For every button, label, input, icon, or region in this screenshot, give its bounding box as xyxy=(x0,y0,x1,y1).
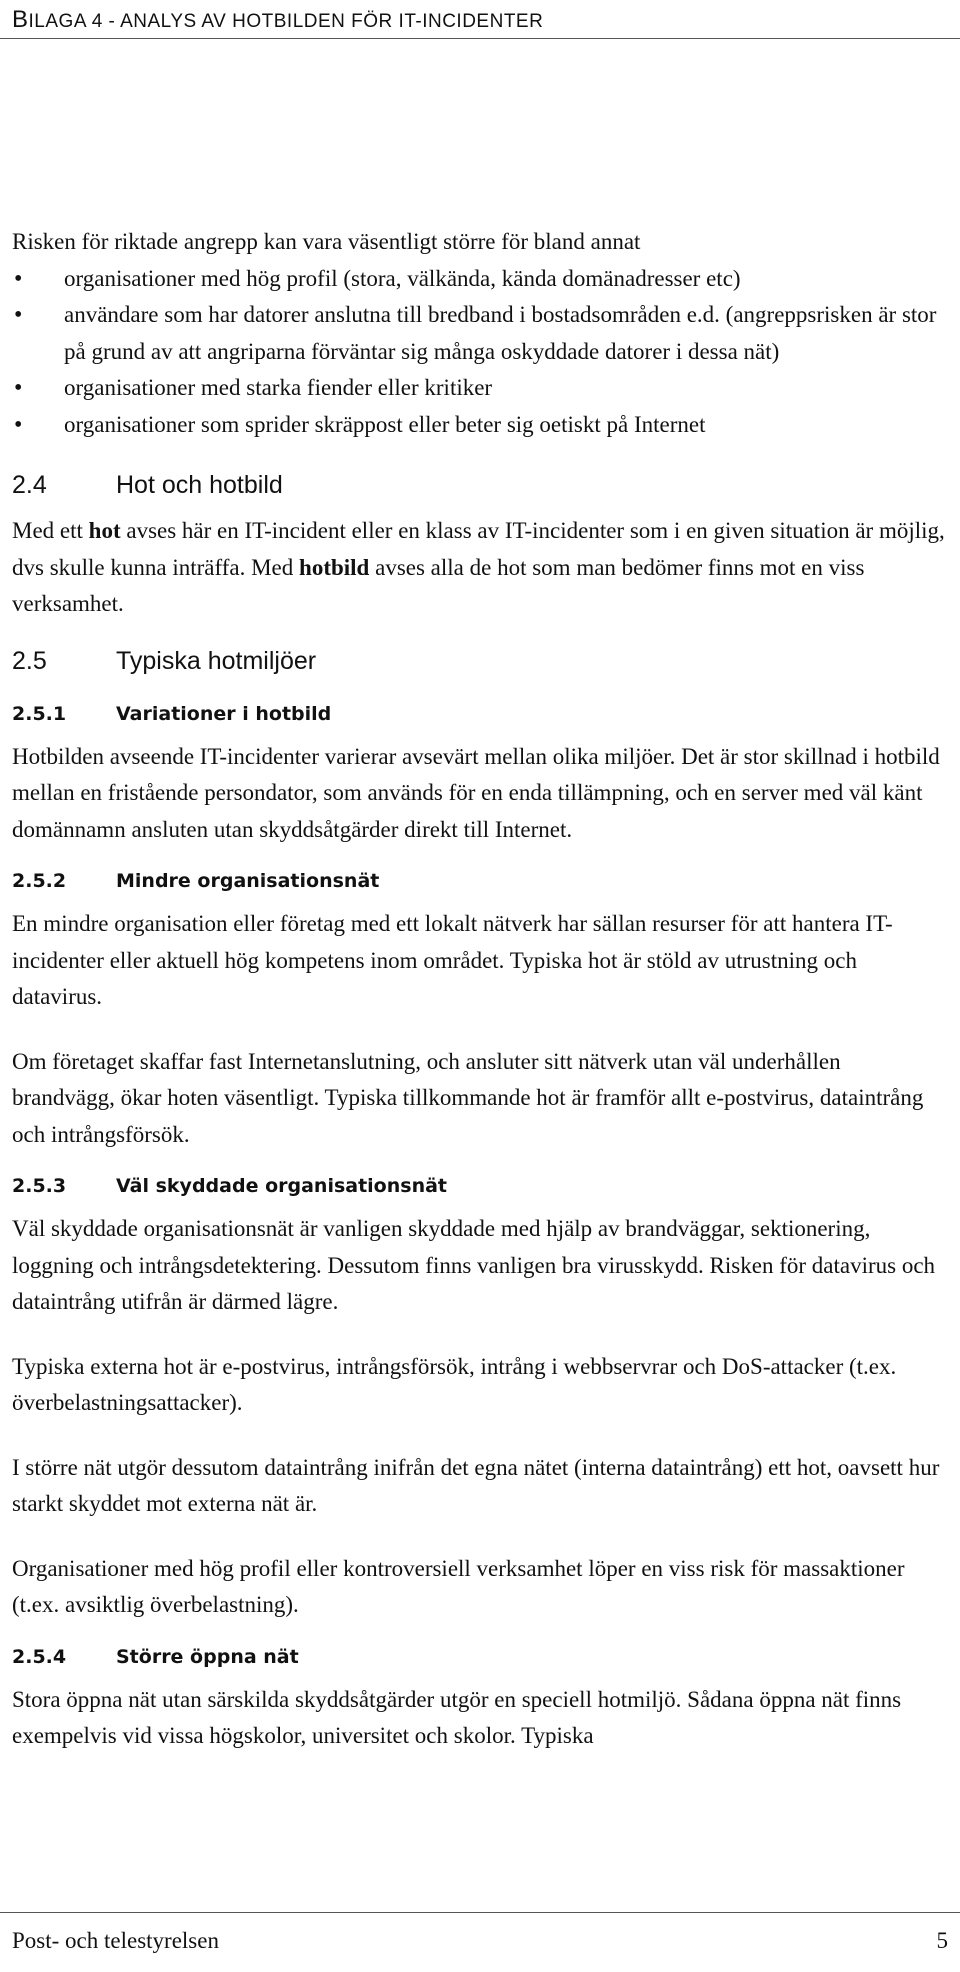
paragraph-gap xyxy=(12,1016,948,1044)
section-heading xyxy=(12,633,948,689)
running-header xyxy=(12,6,543,34)
subsection-number: 2.5.4 xyxy=(12,1645,67,1668)
paragraph xyxy=(12,513,948,623)
subsection-number: 2.5.2 xyxy=(12,870,67,892)
text-run: avses alla de hot som man bedömer finns mot en viss verksamhet. xyxy=(12,554,865,616)
paragraph-gap xyxy=(12,1523,948,1551)
paragraph: Väl skyddade organisationsnät är vanligen skyddade med hjälp av brandväggar, sektionering, loggning och intrångsdetektering. Dessutom finns vanligen bra virusskydd. Risken för datavirus och dataintrång utifrån är därmed lägre. xyxy=(12,1216,936,1314)
paragraph: Om företaget skaffar fast Internetanslutning, och ansluter sitt nätverk utan väl underhållen brandvägg, ökar hoten väsentligt. Typiska tillkommande hot är framför allt e-postvirus, dataintrång och intrångsförsök. xyxy=(12,1048,924,1147)
subsection-heading xyxy=(12,689,948,739)
subsection-title: Större öppna nät xyxy=(116,1645,299,1668)
risk-list xyxy=(12,261,948,444)
footer-rule xyxy=(0,1912,960,1913)
subsection-heading xyxy=(12,1632,948,1682)
paragraph: Typiska externa hot är e-postvirus, intrångsförsök, intrång i webbservrar och DoS-attacker (t.ex. överbelastningsattacker). xyxy=(12,1353,897,1415)
header-initial: B xyxy=(12,6,29,33)
section-title: Typiska hotmiljöer xyxy=(116,646,317,675)
intro-paragraph: Risken för riktade angrepp kan vara väsentligt större för bland annat xyxy=(12,229,641,254)
section-number: 2.5 xyxy=(12,646,47,675)
paragraph: I större nät utgör dessutom dataintrång inifrån det egna nätet (interna dataintrång) ett hot, oavsett hur starkt skyddet mot externa nät är. xyxy=(12,1454,940,1516)
subsection-heading xyxy=(12,1161,948,1211)
list-item: • organisationer som sprider skräppost eller beter sig oetiskt på Internet xyxy=(12,407,948,444)
section-number: 2.4 xyxy=(12,471,47,499)
list-item: • organisationer med starka fiender eller kritiker xyxy=(12,370,948,407)
text-run: Med ett xyxy=(12,518,89,543)
paragraph: Organisationer med hög profil eller kontroversiell verksamhet löper en viss risk för massaktioner (t.ex. avsiktlig överbelastning). xyxy=(12,1555,905,1617)
paragraph: Hotbilden avseende IT-incidenter varierar avsevärt mellan olika miljöer. Det är stor skillnad i hotbild mellan en fristående persondator, som används för en enda tillämpning, och en server med väl känt domännamn ansluten utan skyddsåtgärder direkt till Internet. xyxy=(12,743,940,842)
paragraph-gap xyxy=(12,1422,948,1450)
subsection-number: 2.5.3 xyxy=(12,1175,67,1197)
list-item: • organisationer med hög profil (stora, välkända, kända domänadresser etc) xyxy=(12,261,948,298)
subsection-title: Variationer i hotbild xyxy=(116,702,332,725)
paragraph-gap xyxy=(12,1321,948,1349)
paragraph: En mindre organisation eller företag med ett lokalt nätverk har sällan resurser för att hantera IT-incidenter eller aktuell hög kompetens inom området. Typiska hot är stöld av utrustning och datavirus. xyxy=(12,911,893,1009)
section-title: Hot och hotbild xyxy=(116,471,283,499)
subsection-title: Väl skyddade organisationsnät xyxy=(116,1175,447,1197)
subsection-number: 2.5.1 xyxy=(12,702,67,725)
subsection-title: Mindre organisationsnät xyxy=(116,870,380,892)
main-content xyxy=(12,224,948,1755)
paragraph: Stora öppna nät utan särskilda skyddsåtgärder utgör en speciell hotmiljö. Sådana öppna nät finns exempelvis vid vissa högskolor, universitet och skolor. Typiska xyxy=(12,1686,902,1748)
header-rule xyxy=(0,38,960,39)
section-heading xyxy=(12,457,948,513)
bold-term: hot xyxy=(88,518,121,543)
subsection-heading xyxy=(12,856,948,906)
list-item: • användare som har datorer anslutna till bredband i bostadsområden e.d. (angreppsrisken är stor på grund av att angriparna förväntar sig många oskyddade datorer i dessa nät) xyxy=(12,297,948,370)
bold-term: hotbild xyxy=(299,554,370,580)
text-run: avses här en IT-incident eller en klass av IT-incidenter som i en given situation är möjlig, dvs skulle kunna inträffa. Med xyxy=(12,518,945,580)
header-text: ILAGA 4 - ANALYS AV HOTBILDEN FÖR IT-INCIDENTER xyxy=(28,11,544,32)
page-number: 5 xyxy=(936,1928,948,1953)
footer-publisher: Post- och telestyrelsen xyxy=(12,1928,219,1953)
